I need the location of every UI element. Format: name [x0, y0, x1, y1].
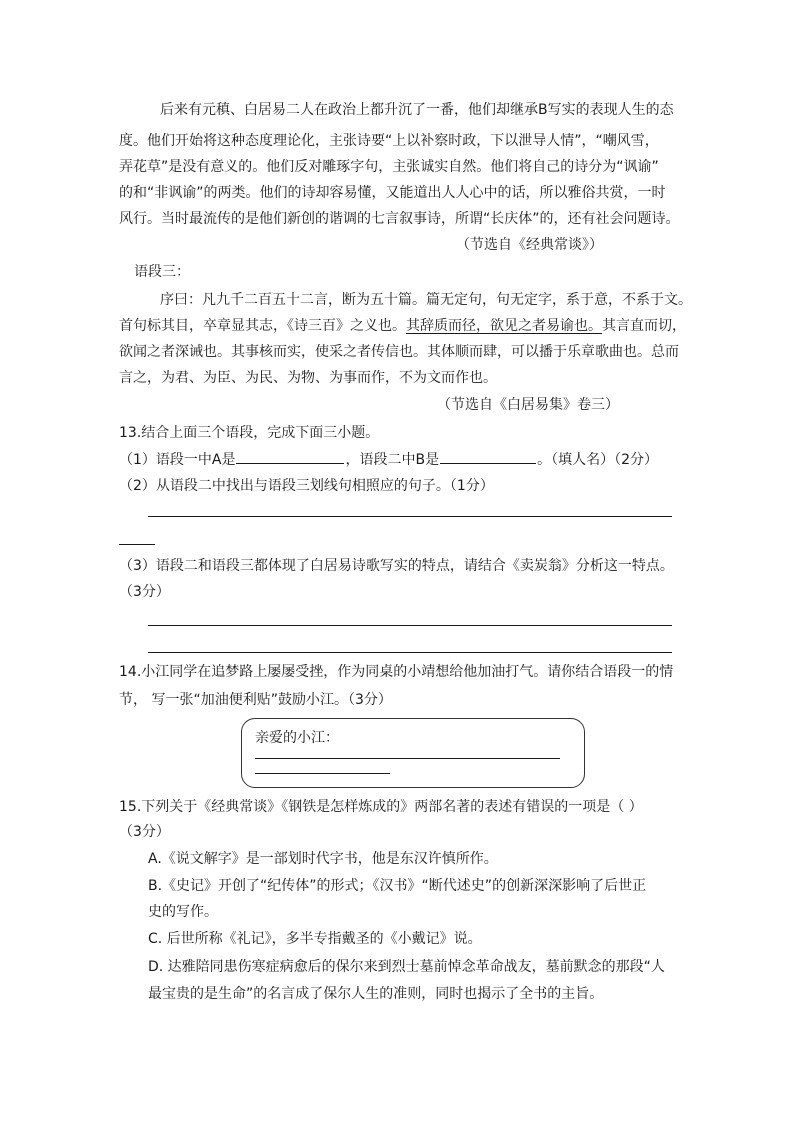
option-d[interactable]: 最宝贵的是生命”的名言成了保尔人生的准则，同时也揭示了全书的主旨。 [148, 986, 604, 1002]
passage-3-line: 欲闻之者深诫也。其事核而实，使采之者传信也。其体顺而肆，可以播于乐章歌曲也。总而 [119, 344, 679, 360]
question-13-sub2: （2）从语段二中找出与语段三划线句相照应的句子。（1分） [119, 478, 494, 494]
passage-2-line: 的和“非讽谕”的两类。他们的诗却容易懂，又能道出人人心中的话，所以雅俗共赏，一时 [119, 185, 666, 201]
underlined-sentence: 其辞质而径，欲见之者易谕也。 [406, 318, 602, 334]
passage-2-line: 度。他们开始将这种态度理论化，主张诗要“上以补察时政，下以泄导人情”，“嘲风雪， [119, 133, 659, 149]
answer-line[interactable] [148, 516, 672, 517]
passage-3-source: （节选自《白居易集》卷三） [437, 397, 619, 413]
answer-line[interactable] [148, 625, 672, 626]
question-14-stem: 节， 写一张“加油便利贴”鼓励小江。（3分） [119, 692, 392, 708]
passage-3-line: 序曰：凡九千二百五十二言，断为五十篇。篇无定句，句无定字，系于意，不系于文。 [160, 292, 692, 308]
answer-blank-b[interactable] [440, 449, 536, 464]
answer-line[interactable] [255, 758, 560, 759]
question-14-stem: 14.小江同学在追梦路上屡屡受挫，作为同桌的小靖想给他加油打气。请你结合语段一的情 [119, 664, 674, 680]
question-text: （1）语段一中A是 [119, 452, 236, 468]
option-c[interactable]: C. 后世所称《礼记》，多半专指戴圣的《小戴记》说。 [148, 931, 482, 947]
sticky-note-greeting: 亲爱的小江： [255, 730, 339, 746]
answer-line[interactable] [255, 773, 390, 774]
option-b[interactable]: B.《史记》开创了“纪传体”的形式；《汉书》“断代述史”的创新深深影响了后世正 [148, 878, 647, 894]
option-a[interactable]: A.《说文解字》是一部划时代字书，他是东汉许慎所作。 [148, 851, 498, 867]
passage-2-line: 风行。当时最流传的是他们新创的谐调的七言叙事诗，所谓“长庆体”的，还有社会问题诗。 [119, 211, 680, 227]
question-13-stem: 13.结合上面三个语段，完成下面三小题。 [119, 425, 380, 441]
question-13-sub3: （3）语段二和语段三都体现了白居易诗歌写实的特点，请结合《卖炭翁》分析这一特点。 [119, 558, 674, 574]
passage-3-text: 其言直而切， [602, 318, 686, 334]
passage-3-line [119, 316, 686, 336]
option-b[interactable]: 史的写作。 [148, 904, 218, 920]
passage-2-line: 后来有元稹、白居易二人在政治上都升沉了一番，他们却继承B写实的表现人生的态 [160, 102, 674, 118]
question-15-stem: （3分） [119, 824, 170, 840]
question-text: 。（填人名）（2分） [537, 452, 659, 468]
answer-line[interactable] [148, 652, 672, 653]
answer-line[interactable] [119, 544, 155, 545]
passage-3-line: 言之，为君、为臣、为民、为物、为事而作，不为文而作也。 [119, 370, 497, 386]
passage-3-heading: 语段三： [134, 264, 190, 280]
question-13-sub3: （3分） [119, 584, 170, 600]
passage-2-line: 弄花草”是没有意义的。他们反对雕琢字句，主张诚实自然。他们将自己的诗分为“讽谕” [119, 159, 659, 175]
answer-blank-a[interactable] [236, 449, 344, 464]
question-15-stem: 15.下列关于《经典常谈》《钢铁是怎样炼成的》两部名著的表述有错误的一项是（ ） [119, 799, 643, 815]
passage-2-source: （节选自《经典常谈》） [456, 237, 603, 253]
option-d[interactable]: D. 达雅陪同患伤寒症病愈后的保尔来到烈士墓前悼念革命战友，墓前默念的那段“人 [148, 959, 665, 975]
question-text: ，语段二中B是 [345, 452, 440, 468]
question-13-sub1 [119, 449, 658, 469]
passage-3-text: 首句标其目，卒章显其志，《诗三百》之义也。 [119, 318, 406, 334]
